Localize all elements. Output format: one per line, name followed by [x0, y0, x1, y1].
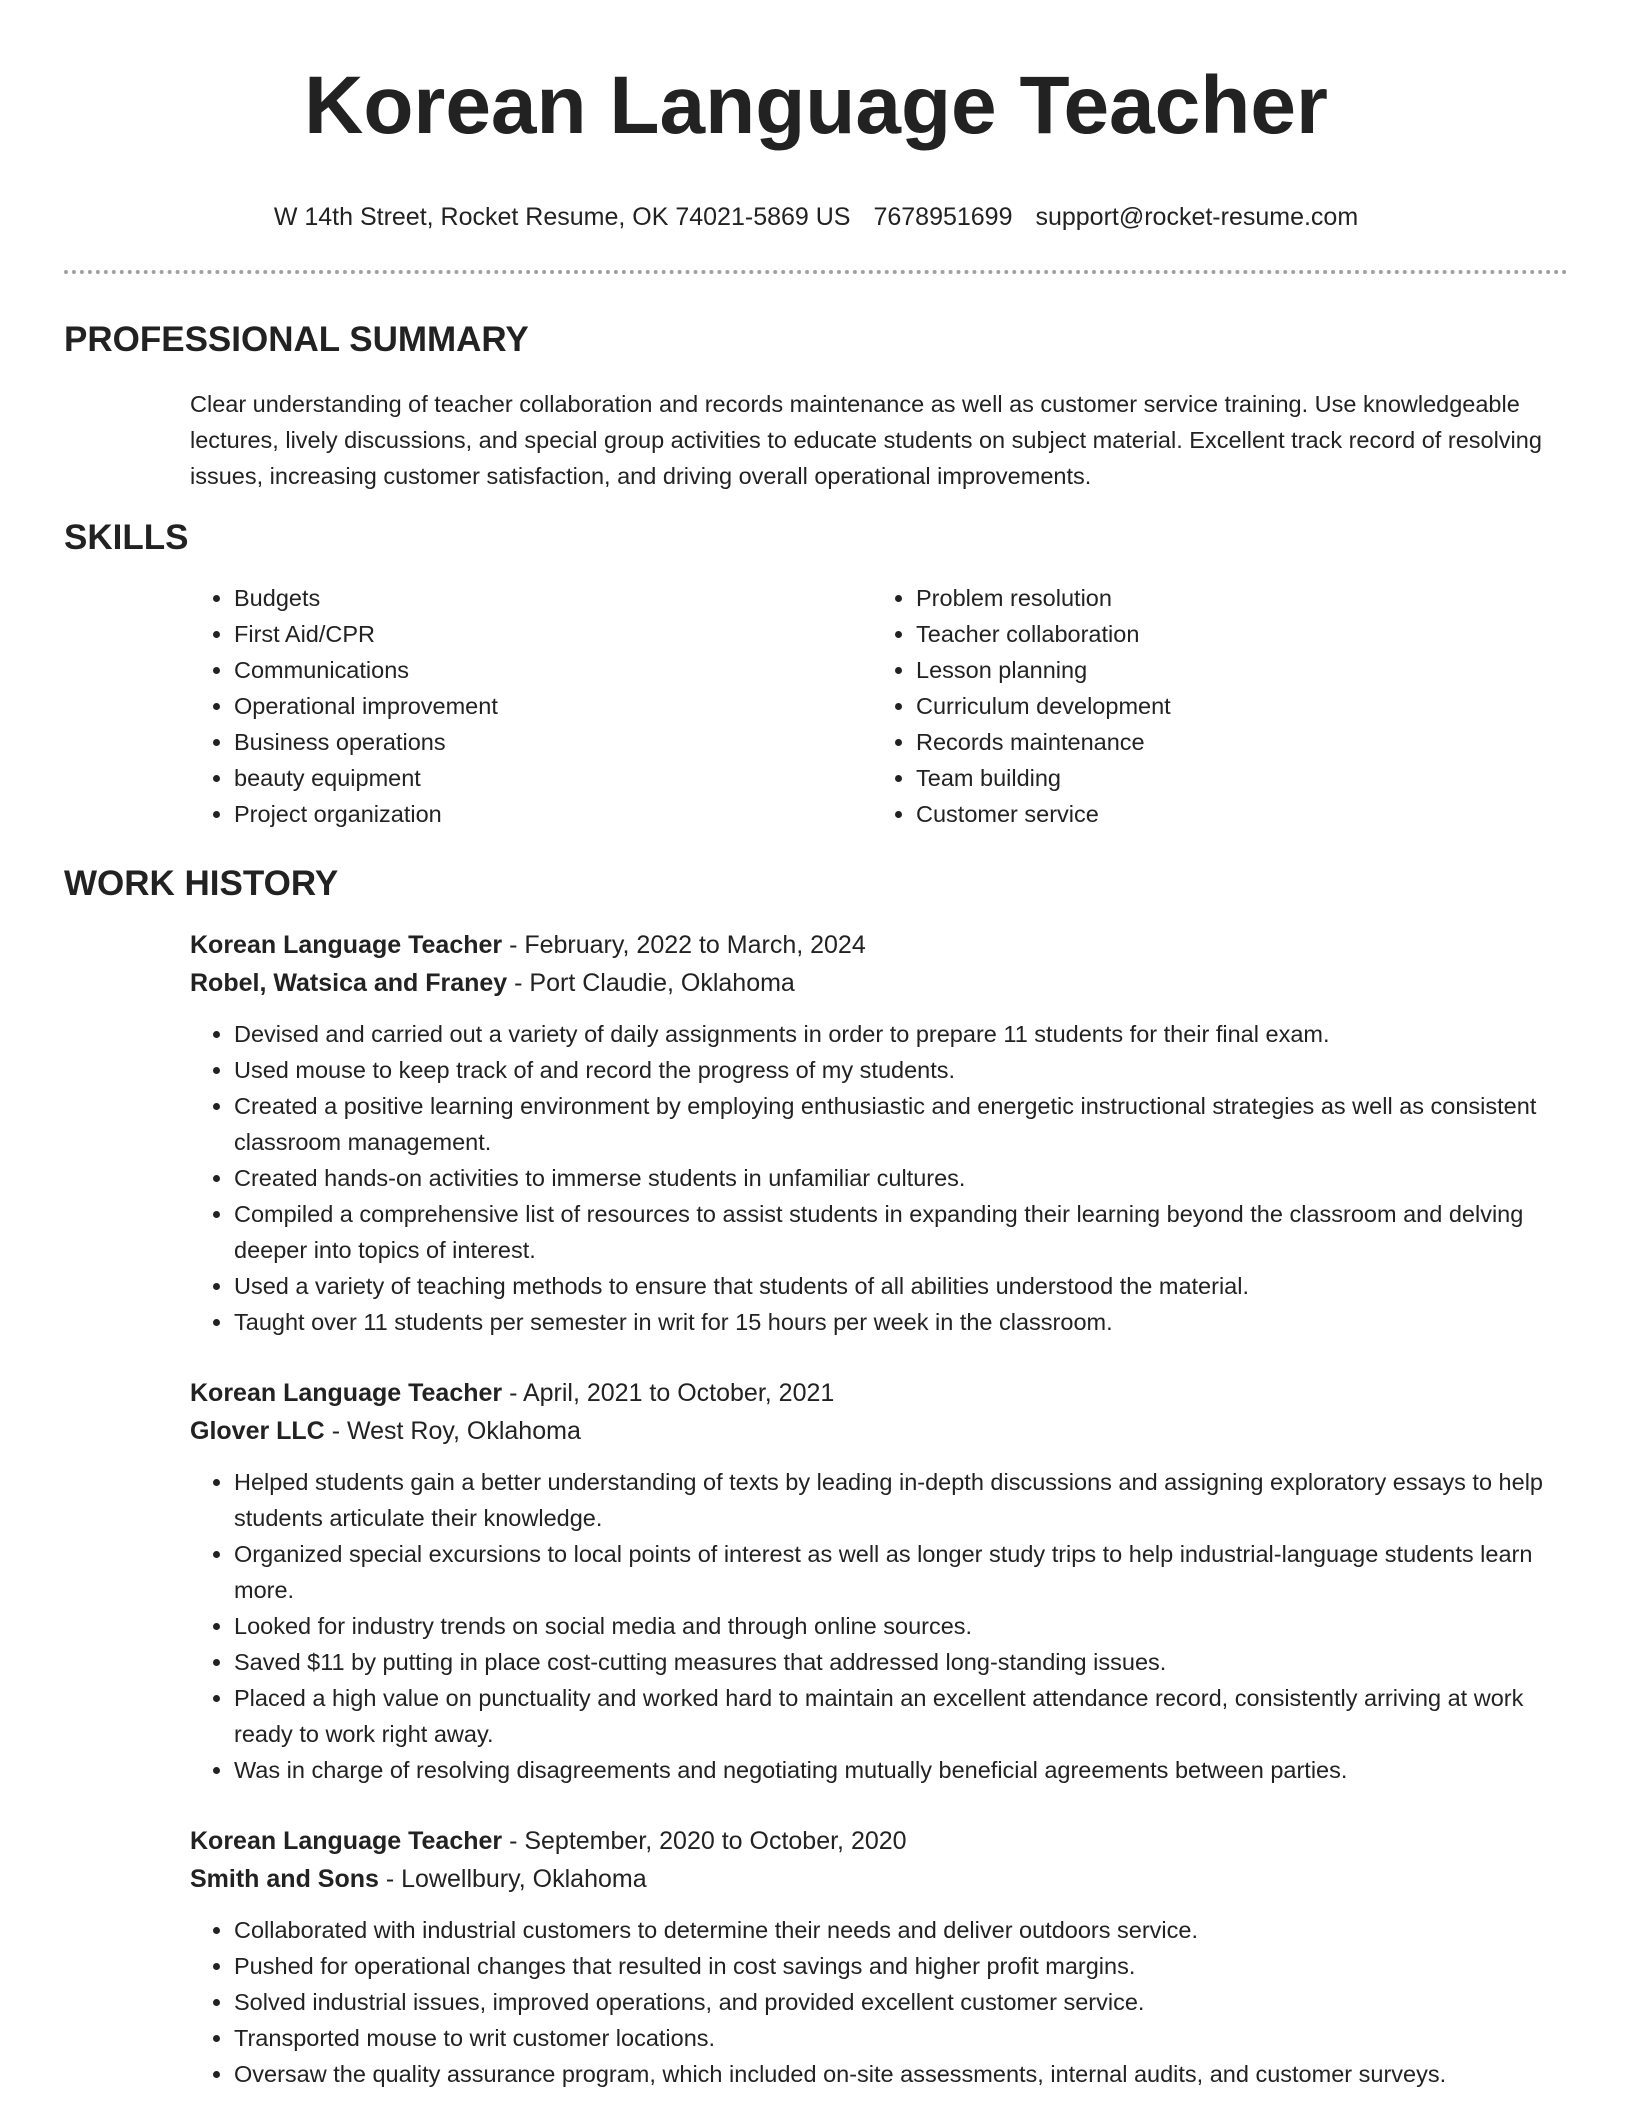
header-divider — [64, 270, 1568, 274]
job-bullet: • Saved $11 by putting in place cost-cutting measures that addressed long-standing issues. — [234, 1644, 1558, 1680]
skill-item: • Records maintenance — [916, 724, 1472, 760]
job-dates: - September, 2020 to October, 2020 — [502, 1827, 907, 1855]
job-bullets — [190, 1912, 1568, 2092]
job-bullet: • Organized special excursions to local points of interest as well as longer study trips to help industrial-language students learn more. — [234, 1536, 1558, 1608]
phone: 7678951699 — [873, 203, 1013, 231]
job-bullet: • Used a variety of teaching methods to ensure that students of all abilities understood the material. — [234, 1268, 1558, 1304]
job-location: - Port Claudie, Oklahoma — [507, 969, 795, 997]
job-company: Robel, Watsica and Franey — [190, 969, 508, 997]
job-bullet: • Collaborated with industrial customers to determine their needs and deliver outdoors service. — [234, 1912, 1558, 1948]
job-entry — [190, 926, 1568, 1340]
job-bullet: • Used mouse to keep track of and record the progress of my students. — [234, 1052, 1558, 1088]
job-company-line — [190, 964, 1568, 1002]
skill-item: • Operational improvement — [234, 688, 872, 724]
job-role: Korean Language Teacher — [190, 1379, 503, 1407]
job-bullet: • Helped students gain a better understanding of texts by leading in-depth discussions and assigning exploratory essays to help students articulate their knowledge. — [234, 1464, 1558, 1536]
job-dates: - February, 2022 to March, 2024 — [502, 931, 866, 959]
skill-item: • Customer service — [916, 796, 1472, 832]
contact-line — [64, 200, 1568, 234]
skills-column-left — [190, 580, 872, 832]
job-entry — [190, 1822, 1568, 2092]
skill-item: • Communications — [234, 652, 872, 688]
skills-column-right — [872, 580, 1472, 832]
job-bullet: • Looked for industry trends on social media and through online sources. — [234, 1608, 1558, 1644]
candidate-name: Korean Language Teacher — [304, 60, 1328, 151]
skill-item: • Problem resolution — [916, 580, 1472, 616]
address: W 14th Street, Rocket Resume, OK 74021-5869 US — [273, 203, 851, 231]
skill-item: • Business operations — [234, 724, 872, 760]
job-entry — [190, 1374, 1568, 1788]
work-history-title: WORK HISTORY — [64, 864, 339, 903]
job-role: Korean Language Teacher — [190, 931, 503, 959]
job-bullet: • Oversaw the quality assurance program, which included on-site assessments, internal audits, and customer surveys. — [234, 2056, 1558, 2092]
job-bullet: • Taught over 11 students per semester in writ for 15 hours per week in the classroom. — [234, 1304, 1558, 1340]
summary-text: Clear understanding of teacher collaboration and records maintenance as well as customer service training. Use knowledgeable lectures, lively discussions, and special group activities to educate students on subject material. Excellent track record of resolving issues, increasing customer satisfaction, and driving overall operational improvements. — [190, 391, 1542, 489]
skills-title: SKILLS — [64, 518, 189, 557]
job-role: Korean Language Teacher — [190, 1827, 503, 1855]
skill-item: • Lesson planning — [916, 652, 1472, 688]
skill-item: • beauty equipment — [234, 760, 872, 796]
skill-item: • Project organization — [234, 796, 872, 832]
skill-item: • Team building — [916, 760, 1472, 796]
skills-list — [190, 580, 1568, 832]
skill-item: • Budgets — [234, 580, 872, 616]
job-bullet: • Devised and carried out a variety of daily assignments in order to prepare 11 students for their final exam. — [234, 1016, 1558, 1052]
job-bullet: • Transported mouse to writ customer locations. — [234, 2020, 1558, 2056]
job-bullet: • Solved industrial issues, improved operations, and provided excellent customer service. — [234, 1984, 1558, 2020]
job-company-line — [190, 1412, 1568, 1450]
job-bullet: • Was in charge of resolving disagreements and negotiating mutually beneficial agreements between parties. — [234, 1752, 1558, 1788]
skill-item: • Teacher collaboration — [916, 616, 1472, 652]
job-dates: - April, 2021 to October, 2021 — [502, 1379, 835, 1407]
job-bullets — [190, 1016, 1568, 1340]
email: support@rocket-resume.com — [1035, 203, 1359, 231]
job-title-line — [190, 1822, 1568, 1860]
job-company: Smith and Sons — [190, 1865, 379, 1893]
skill-item: • First Aid/CPR — [234, 616, 872, 652]
job-location: - West Roy, Oklahoma — [324, 1417, 581, 1445]
job-bullet: • Pushed for operational changes that resulted in cost savings and higher profit margins. — [234, 1948, 1558, 1984]
job-title-line — [190, 926, 1568, 964]
summary-title: PROFESSIONAL SUMMARY — [64, 320, 529, 359]
job-bullet: • Compiled a comprehensive list of resources to assist students in expanding their learning beyond the classroom and delving deeper into topics of interest. — [234, 1196, 1558, 1268]
job-location: - Lowellbury, Oklahoma — [378, 1865, 647, 1893]
job-bullet: • Created a positive learning environment by employing enthusiastic and energetic instructional strategies as well as consistent classroom management. — [234, 1088, 1558, 1160]
job-title-line — [190, 1374, 1568, 1412]
job-bullets — [190, 1464, 1568, 1788]
job-company-line — [190, 1860, 1568, 1898]
job-bullet: • Placed a high value on punctuality and worked hard to maintain an excellent attendance record, consistently arriving at work ready to work right away. — [234, 1680, 1558, 1752]
skill-item: • Curriculum development — [916, 688, 1472, 724]
job-bullet: • Created hands-on activities to immerse students in unfamiliar cultures. — [234, 1160, 1558, 1196]
job-company: Glover LLC — [190, 1417, 325, 1445]
